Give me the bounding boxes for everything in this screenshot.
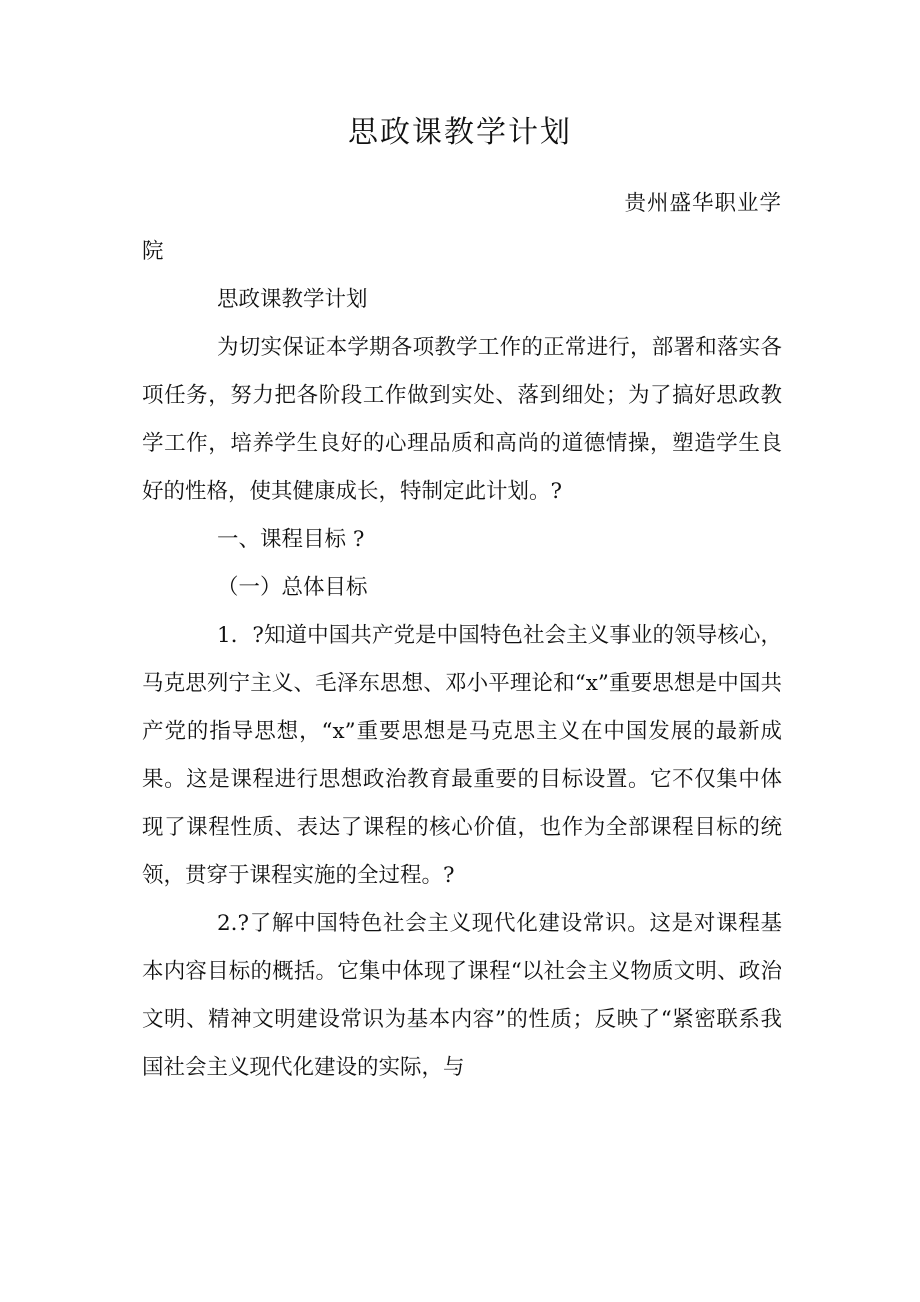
institution-line: 贵州盛华职业学 xyxy=(624,191,782,216)
intro-paragraph: 为切实保证本学期各项教学工作的正常进行，部署和落实各项任务，努力把各阶段工作做到实处、落到细处；为了搞好思政教学工作，培养学生良好的心理品质和高尚的道德情操，塑造学生良好的性格，使其健康成长，特制定此计划。? xyxy=(142,335,782,504)
goal-item-1: 1．?知道中国共产党是中国特色社会主义事业的领导核心，马克思列宁主义、毛泽东思想、邓小平理论和“x”重要思想是中国共产党的指导思想，“x”重要思想是马克思主义在中国发展的最新成果。这是课程进行思想政治教育最重要的目标设置。它不仅集中体现了课程性质、表达了课程的核心价值，也作为全部课程目标的统领，贯穿于课程实施的全过程。? xyxy=(142,623,782,888)
institution-line-continued: 院 xyxy=(142,239,164,264)
subtitle: 思政课教学计划 xyxy=(217,287,368,312)
document-body xyxy=(142,180,782,1092)
subsection-heading: （一）总体目标 xyxy=(217,575,368,600)
section-heading: 一、课程目标 ? xyxy=(217,527,365,552)
goal-item-2: 2.?了解中国特色社会主义现代化建设常识。这是对课程基本内容目标的概括。它集中体现了课程“以社会主义物质文明、政治文明、精神文明建设常识为基本内容”的性质；反映了“紧密联系我国社会主义现代化建设的实际，与 xyxy=(142,911,782,1080)
document-title: 思政课教学计划 xyxy=(348,115,572,150)
